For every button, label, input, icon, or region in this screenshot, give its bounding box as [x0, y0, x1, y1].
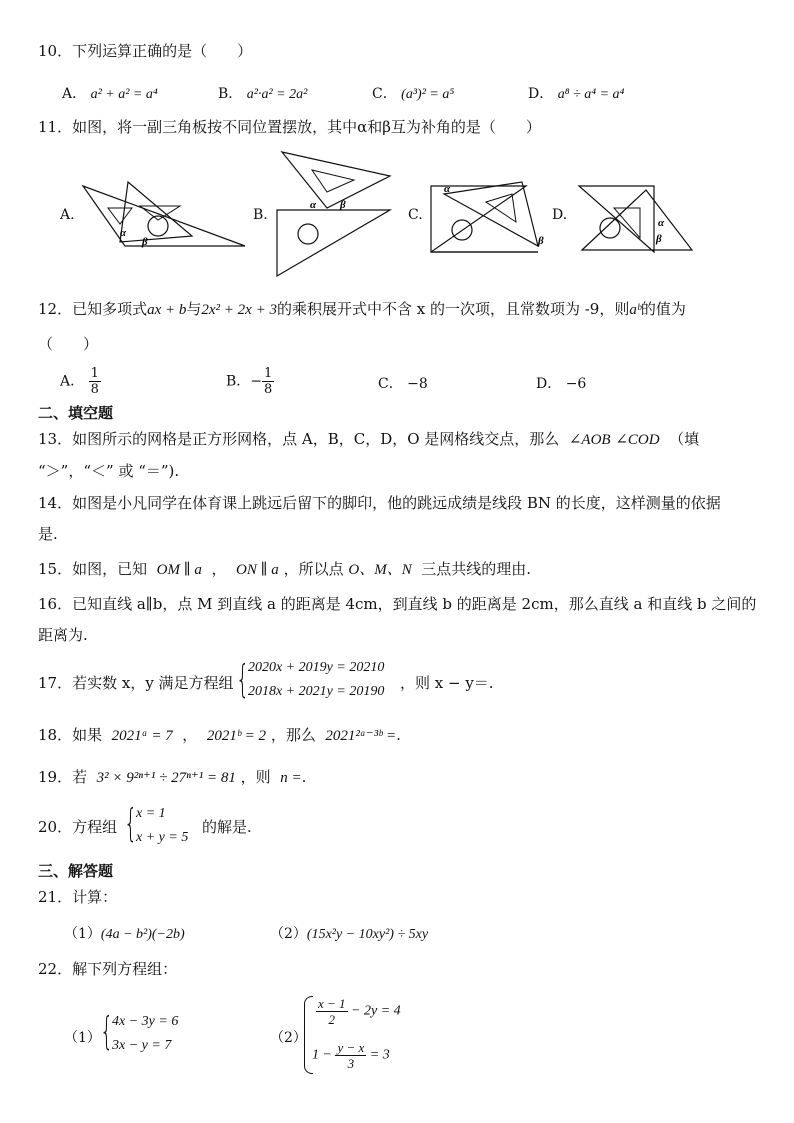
q21-part1: （1）(4a − b²)(−2b) [64, 926, 185, 942]
q11-label-b: B. [253, 207, 268, 223]
q11-figure-a [80, 178, 250, 253]
q17-post: ，则 x − y＝. [400, 674, 494, 692]
q10-option-a: A． a² + a² = a⁴ [62, 86, 158, 102]
q13-line2: “＞”，“＜” 或 “＝”). [38, 462, 180, 480]
q11-figure-b [272, 148, 397, 280]
section-answers: 三、解答题 [38, 862, 114, 880]
q11-label-a: A. [60, 207, 75, 223]
section-fill-in: 二、填空题 [38, 404, 114, 422]
q11-label-c: C. [408, 207, 423, 223]
q10-stem: 10．下列运算正确的是（ ） [38, 42, 253, 60]
q11-stem: 11．如图，将一副三角板按不同位置摆放，其中α和β互为补角的是（ ） [38, 118, 541, 136]
q14-line2: 是. [38, 525, 58, 543]
q17-pre: 17．若实数 x，y 满足方程组 [38, 674, 234, 692]
beta-label: β [142, 236, 148, 248]
q15-text: 15．如图，已知 OM ∥ a ， ON ∥ a ，所以点 O、M、N 三点共线的理由. [38, 560, 532, 578]
q16-line2: 距离为. [38, 626, 88, 644]
q11-figure-d [574, 180, 699, 256]
alpha-label: α [658, 217, 665, 229]
q18-text: 18．如果 2021ᵃ = 7 ， 2021ᵇ = 2 ，那么 2021²ᵃ⁻³ᵇ =. [38, 726, 401, 744]
q20-eq1: x = 1 [136, 806, 166, 821]
q12-option-b: B．− $\frac{1}{8}$ [226, 366, 273, 397]
q17-brace: { [236, 657, 250, 701]
q21-part2: （2）(15x²y − 10xy²) ÷ 5xy [270, 926, 429, 942]
q12-stem: 12．已知多项式ax + b与2x² + 2x + 3的乘积展开式中不含 x 的一次项，且常数项为 -9，则aᵇ的值为 [38, 300, 686, 318]
q20-eq2: x + y = 5 [136, 830, 189, 845]
q22-part2-label: （2） [270, 1030, 307, 1046]
alpha-label: α [444, 183, 451, 195]
q22-part2-eq1: $\frac{x - 1}{2}$ − 2y = 4 [318, 996, 401, 1027]
q20-post: 的解是. [202, 818, 252, 836]
q22-part1-label: （1） [64, 1030, 101, 1046]
q13-line1: 13．如图所示的网格是正方形网格，点 A，B，C，D，O 是网格线交点，那么 ∠AOB ∠COD （填 [38, 430, 700, 448]
q22-part1-eq2: 3x − y = 7 [112, 1038, 172, 1053]
q22-stem: 22．解下列方程组： [38, 960, 178, 978]
q22-part2-eq2: 1 − $\frac{y - x}{3}$ = 3 [312, 1040, 390, 1071]
beta-label: β [340, 199, 346, 211]
q10-option-d: D． a⁸ ÷ a⁴ = a⁴ [528, 86, 625, 102]
q10-option-b: B． a²·a² = 2a² [218, 86, 308, 102]
q12-option-c: C． −8 [378, 376, 428, 392]
q12-option-a: A． $\frac{1}{8}$ [60, 366, 99, 397]
q16-line1: 16．已知直线 a∥b，点 M 到直线 a 的距离是 4cm，到直线 b 的距离是 2cm，那么直线 a 和直线 b 之间的 [38, 595, 757, 613]
alpha-label: α [310, 199, 317, 211]
q20-pre: 20．方程组 [38, 818, 118, 836]
q20-brace: { [124, 801, 138, 845]
q21-stem: 21．计算： [38, 888, 118, 906]
beta-label: β [656, 233, 662, 245]
q11-label-d: D. [552, 207, 568, 223]
q10-option-c: C． (a³)² = a⁵ [372, 86, 455, 102]
q12-paren: （ ） [38, 335, 99, 353]
alpha-label: α [120, 227, 127, 239]
q12-option-d: D． −6 [536, 376, 587, 392]
beta-label: β [538, 235, 544, 247]
q11-figure-c [426, 178, 558, 256]
q22-part1-eq1: 4x − 3y = 6 [112, 1014, 179, 1029]
q17-eq1: 2020x + 2019y = 20210 [248, 660, 385, 675]
q19-text: 19．若 3² × 9²ⁿ⁺¹ ÷ 27ⁿ⁺¹ = 81 ，则 n =. [38, 768, 307, 786]
q17-eq2: 2018x + 2021y = 20190 [248, 684, 385, 699]
q14-line1: 14．如图是小凡同学在体育课上跳远后留下的脚印，他的跳远成绩是线段 BN 的长度，这样测量的依据 [38, 494, 721, 512]
q22-part1-brace: { [100, 1009, 114, 1053]
